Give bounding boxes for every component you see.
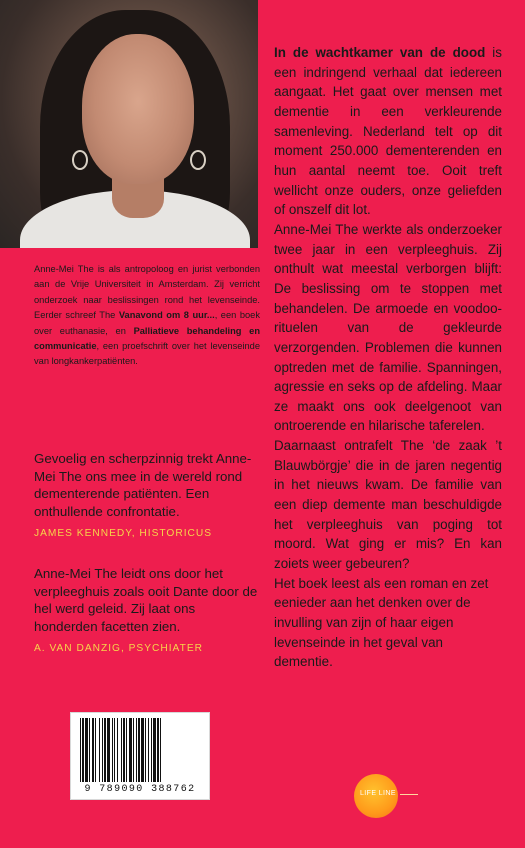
bio-book-title-1: Vanavond om 8 uur... [118,310,215,321]
barcode-bar [138,718,140,782]
barcode-bar [80,718,81,782]
author-bio [34,262,260,370]
bio-text-1: Anne-Mei The is als antropoloog en jurist verbonden aan de Vrije Universiteit in Amsterdam. Zij verricht onderzoek naar beslissingen rond het levenseinde. Eerder schreef The [34,264,260,321]
quote-author: A. VAN DANZIG, PSYCHIATER [34,643,203,655]
publisher-logo-text: LIFE LINE [360,790,396,797]
photo-earring-right [190,150,206,170]
publisher-logo-line [400,794,418,795]
barcode-bar [136,718,137,782]
barcode-bar [102,718,103,782]
blurb [274,43,502,672]
barcode-bar [133,718,134,782]
barcode-bars [78,718,204,782]
quote-author: JAMES KENNEDY, HISTORICUS [34,528,213,540]
barcode-bar [104,718,106,782]
book-title-lead: In de wachtkamer van de dood [274,45,486,60]
bio-text-3: , een proefschrift over het levenseinde van longkankerpatiënten. [34,341,260,367]
barcode-bar [85,718,88,782]
barcode-bar [126,718,127,782]
barcode-bar [82,718,84,782]
barcode-bar [145,718,146,782]
blurb-paragraph-1 [274,43,502,220]
barcode-bar [123,718,125,782]
blurb-text-1: is een indringend verhaal dat iedereen aangaat. Het gaat over mensen met dementie in een verkleurende samenleving. Nederland telt op dit moment 250.000 dementerenden en hun aantal neemt toe. Ooit treft wellicht onze ouders, onze geliefden of onszelf dit lot. [274,45,502,218]
barcode-bar [99,718,100,782]
barcode-bar [107,718,110,782]
blurb-paragraph-3: Daarnaast ontrafelt The ‘de zaak ’t Blauwbörgje’ die in de jaren negentig in het nieuws kwam. De familie van een diep demente man beschuldigde het verpleeghuis van poging tot moord. Wat ging er mis? En kan zoiets weer gebeuren? [274,438,502,572]
barcode-bar [148,718,149,782]
quote-text: Gevoelig en scherpzinnig trekt Anne-Mei The ons mee in de wereld rond dementerende patiënten. Een onthullende confrontatie. [34,451,252,519]
barcode-bar [89,718,90,782]
blurb-paragraph-2: Anne-Mei The werkte als onderzoeker twee jaar in een verpleeghuis. Zij onthult wat meestal verborgen blijft: De beslissing om te stoppen met behandelen. De armoede en voodoo-rituelen van de gekleurde verzorgenden. Problemen die kunnen optreden met de familie. Spanningen, agressie en seks op de afdeling. Maar ze maakt ons ook deelgenoot van ontroerende en hilarische taferelen. [274,221,502,434]
bio-book-title-2: Palliatieve behandeling en communicatie [34,325,261,352]
barcode-bar [112,718,113,782]
isbn-number: 9 789090 388762 [84,784,196,795]
quote-text: Anne-Mei The leidt ons door het verpleeghuis zoals ooit Dante door de hel werd geleid. Zij laat ons honderden facetten zien. [34,566,258,634]
barcode-bar [121,718,122,782]
photo-earring-left [72,150,88,170]
author-photo [0,0,258,248]
bio-text-2: , een boek over euthanasie, en [34,310,261,336]
barcode-bar [141,718,144,782]
barcode [70,712,210,800]
barcode-bar [160,718,161,782]
barcode-bar [117,718,118,782]
review-quote-1 [34,450,260,543]
barcode-bar [114,718,115,782]
barcode-bar [151,718,152,782]
barcode-bar [129,718,132,782]
review-quote-2 [34,565,260,658]
barcode-bar [157,718,159,782]
barcode-bar [153,718,156,782]
photo-face [82,34,194,184]
blurb-paragraph-4: Het boek leest als een roman en zet eenieder aan het denken over de invulling van zijn of haar eigen levenseinde in het geval van dementie. [274,575,489,670]
barcode-bar [95,718,96,782]
barcode-bar [92,718,94,782]
